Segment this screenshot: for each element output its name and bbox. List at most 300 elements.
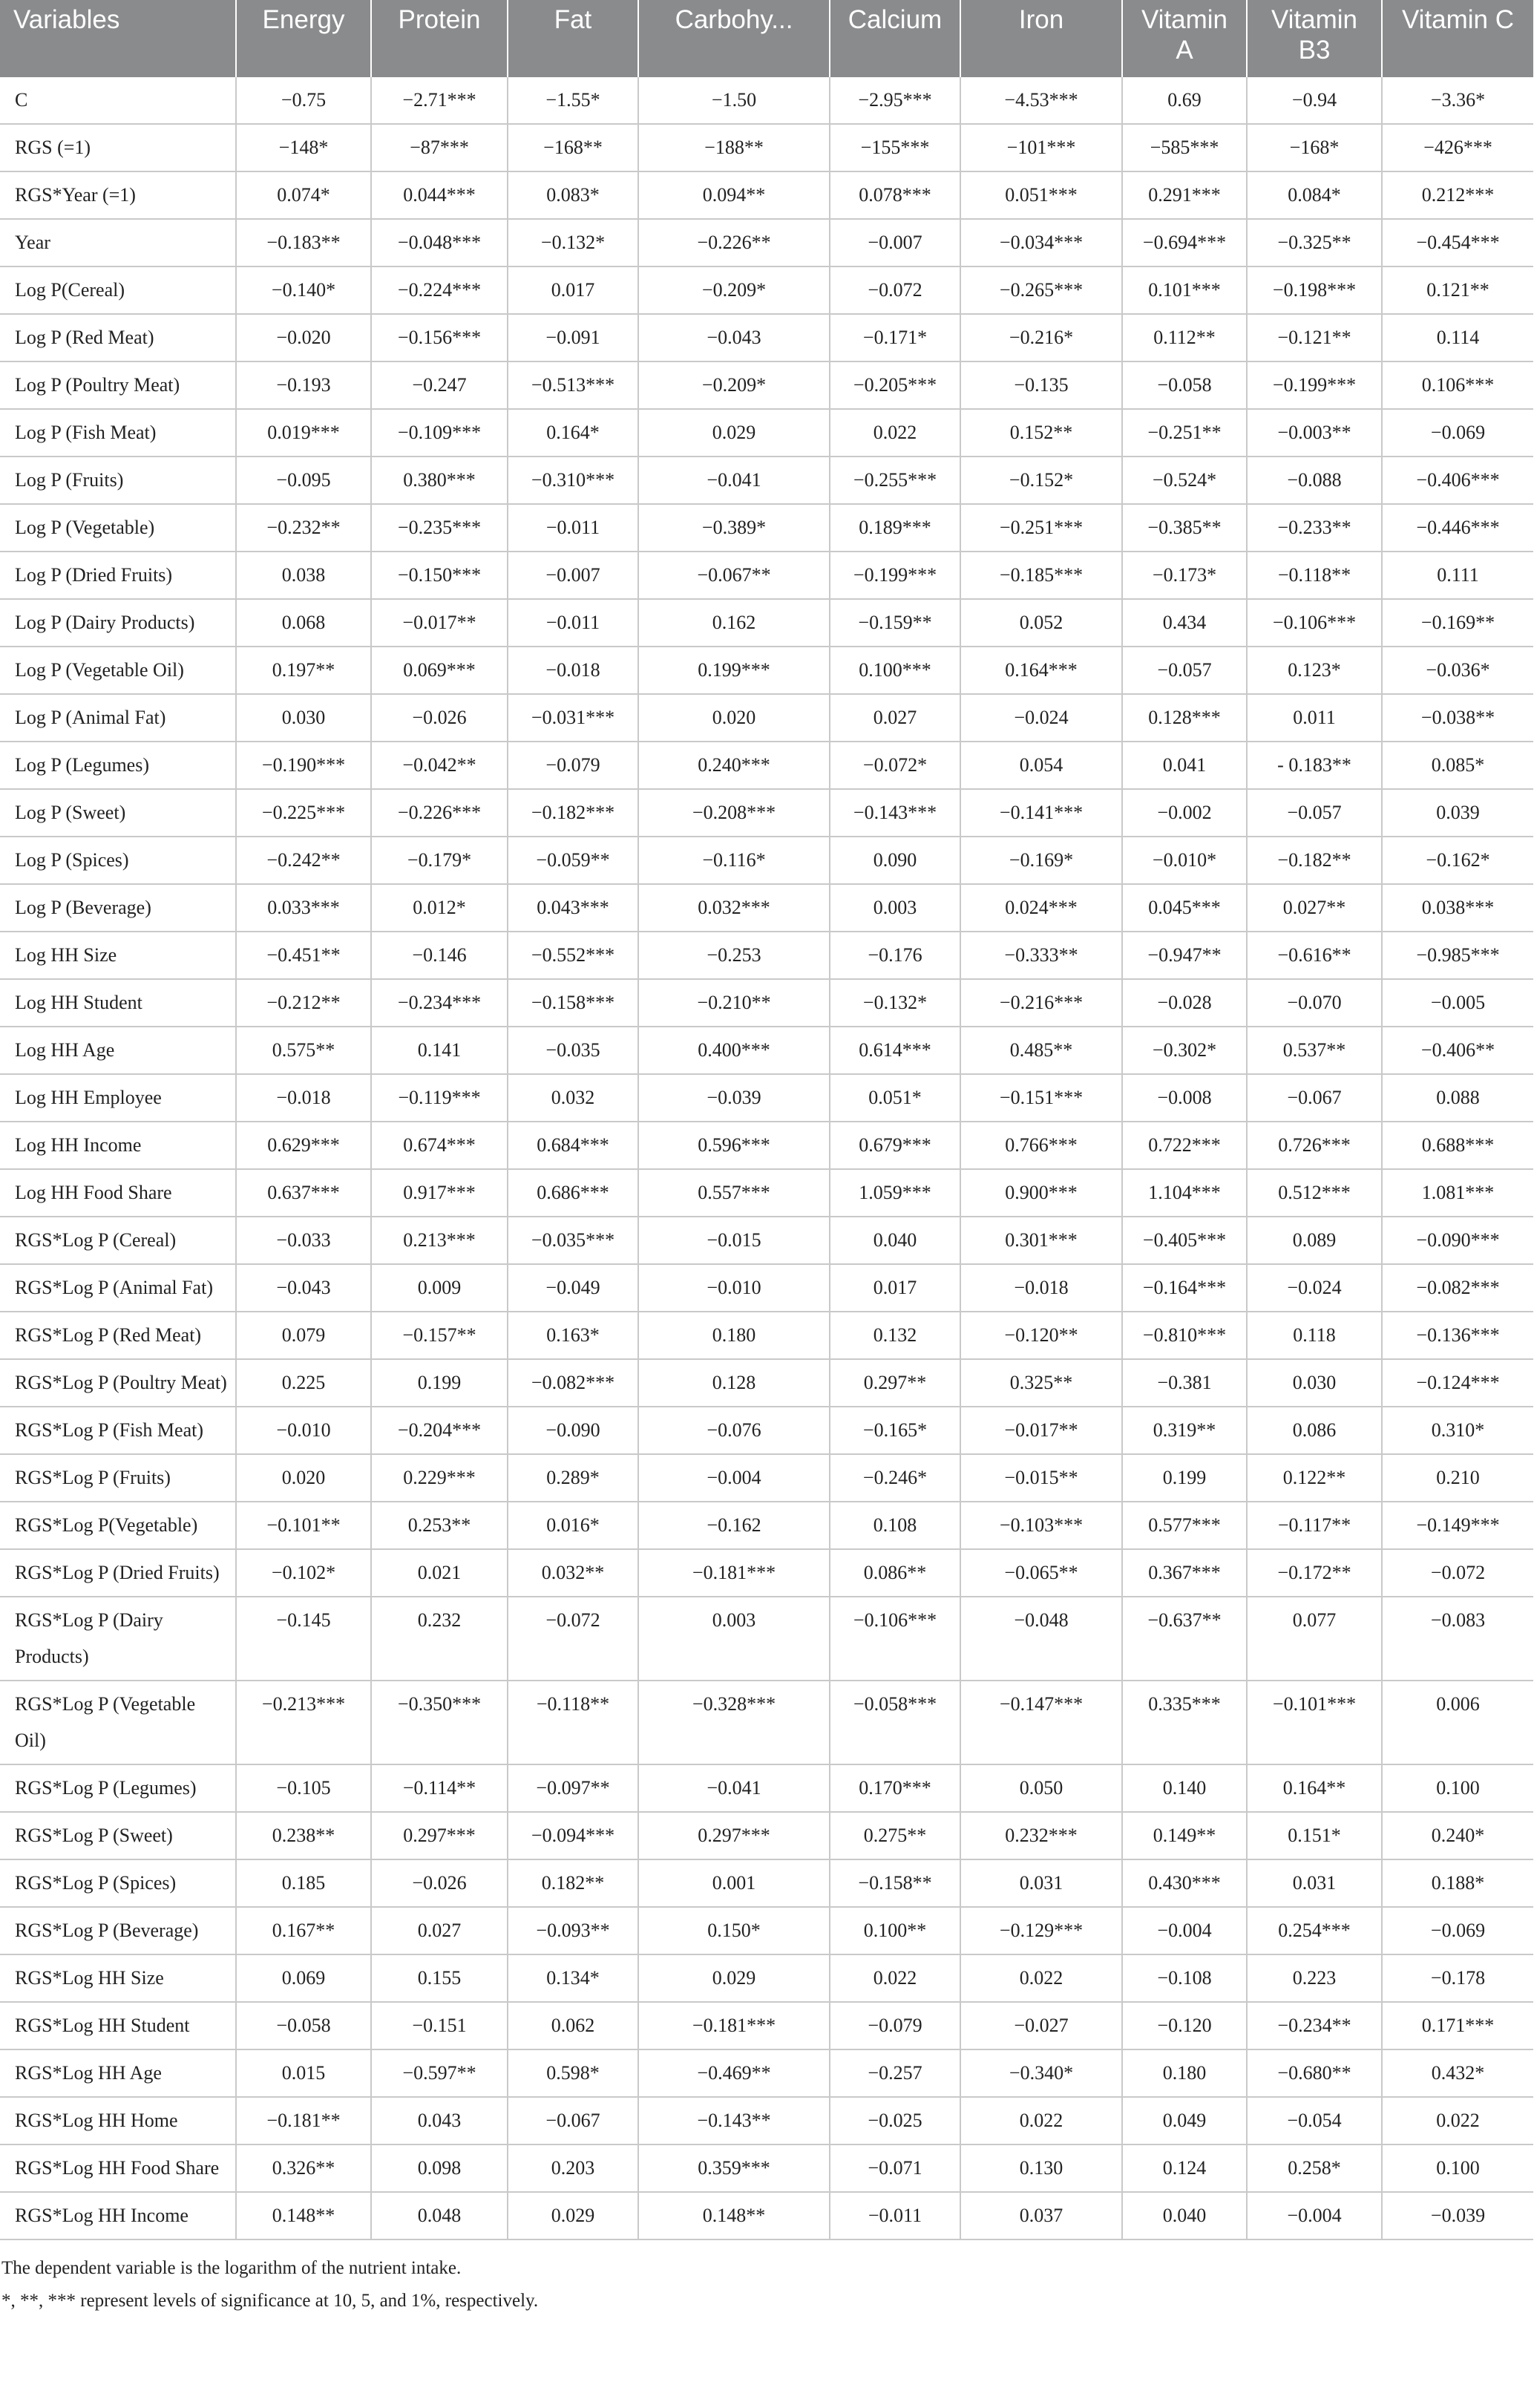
table-row xyxy=(0,504,1533,552)
coefficient-cell: −0.132* xyxy=(508,219,638,266)
coefficient-cell: −4.53*** xyxy=(960,77,1122,124)
coefficient-cell: 0.011 xyxy=(1247,694,1382,742)
coefficient-cell: −0.169** xyxy=(1382,599,1533,647)
coefficient-cell: −0.010 xyxy=(236,1407,371,1454)
coefficient-cell: −2.71*** xyxy=(371,77,508,124)
coefficient-cell: 0.124 xyxy=(1122,2144,1247,2192)
coefficient-cell: −0.210** xyxy=(638,979,830,1027)
coefficient-cell: 0.006 xyxy=(1382,1681,1533,1764)
table-row xyxy=(0,789,1533,837)
variable-name-cell: RGS*Log P (Beverage) xyxy=(0,1907,236,1954)
coefficient-cell: −0.008 xyxy=(1122,1074,1247,1122)
coefficient-cell: −0.072* xyxy=(830,742,960,789)
coefficient-cell: −0.169* xyxy=(960,837,1122,884)
coefficient-cell: 0.155 xyxy=(371,1954,508,2002)
table-row xyxy=(0,1217,1533,1264)
coefficient-cell: −0.181*** xyxy=(638,2002,830,2049)
table-notes xyxy=(0,2240,1534,2317)
coefficient-cell: −0.034*** xyxy=(960,219,1122,266)
coefficient-cell: 0.297*** xyxy=(371,1812,508,1859)
coefficient-cell: −168* xyxy=(1247,124,1382,171)
variable-name-cell: RGS*Log HH Size xyxy=(0,1954,236,2002)
coefficient-cell: −0.101** xyxy=(236,1502,371,1549)
coefficient-cell: −0.083 xyxy=(1382,1597,1533,1681)
coefficient-cell: 0.301*** xyxy=(960,1217,1122,1264)
coefficient-cell: 0.030 xyxy=(236,694,371,742)
coefficient-cell: 0.686*** xyxy=(508,1169,638,1217)
coefficient-cell: 0.400*** xyxy=(638,1027,830,1074)
coefficient-cell: 1.059*** xyxy=(830,1169,960,1217)
coefficient-cell: −0.340* xyxy=(960,2049,1122,2097)
coefficient-cell: 0.289* xyxy=(508,1454,638,1502)
coefficient-cell: 0.051*** xyxy=(960,171,1122,219)
coefficient-cell: 0.012* xyxy=(371,884,508,932)
coefficient-cell: −0.057 xyxy=(1122,647,1247,694)
coefficient-cell: −0.216*** xyxy=(960,979,1122,1027)
coefficient-cell: 0.141 xyxy=(371,1027,508,1074)
coefficient-cell: 0.027** xyxy=(1247,884,1382,932)
variable-name-cell: RGS*Year (=1) xyxy=(0,171,236,219)
coefficient-cell: 0.098 xyxy=(371,2144,508,2192)
coefficient-cell: 0.051* xyxy=(830,1074,960,1122)
coefficient-cell: - 0.183** xyxy=(1247,742,1382,789)
coefficient-cell: 0.359*** xyxy=(638,2144,830,2192)
coefficient-cell: −0.067 xyxy=(508,2097,638,2144)
coefficient-cell: −0.067 xyxy=(1247,1074,1382,1122)
table-row xyxy=(0,1859,1533,1907)
coefficient-cell: 0.031 xyxy=(1247,1859,1382,1907)
note-significance: *, **, *** represent levels of significance at 10, 5, and 1%, respectively. xyxy=(1,2291,539,2311)
table-row xyxy=(0,2097,1533,2144)
coefficient-cell: −0.446*** xyxy=(1382,504,1533,552)
coefficient-cell: 0.199*** xyxy=(638,647,830,694)
col-header-vitamin-b3: Vitamin B3 xyxy=(1247,0,1382,77)
coefficient-cell: −0.070 xyxy=(1247,979,1382,1027)
coefficient-cell: 0.432* xyxy=(1382,2049,1533,2097)
coefficient-cell: 0.232 xyxy=(371,1597,508,1681)
coefficient-cell: 0.485** xyxy=(960,1027,1122,1074)
coefficient-cell: 1.081*** xyxy=(1382,1169,1533,1217)
table-row xyxy=(0,694,1533,742)
coefficient-cell: −0.018 xyxy=(236,1074,371,1122)
coefficient-cell: 0.078*** xyxy=(830,171,960,219)
table-row xyxy=(0,1122,1533,1169)
coefficient-cell: −0.171* xyxy=(830,314,960,361)
coefficient-cell: −0.007 xyxy=(508,552,638,599)
coefficient-cell: −0.015 xyxy=(638,1217,830,1264)
table-row xyxy=(0,884,1533,932)
coefficient-cell: 0.134* xyxy=(508,1954,638,2002)
coefficient-cell: 0.326** xyxy=(236,2144,371,2192)
coefficient-cell: −0.176 xyxy=(830,932,960,979)
coefficient-cell: −0.076 xyxy=(638,1407,830,1454)
coefficient-cell: −0.116* xyxy=(638,837,830,884)
coefficient-cell: 0.148** xyxy=(638,2192,830,2239)
table-row xyxy=(0,1681,1533,1764)
table-row xyxy=(0,171,1533,219)
coefficient-cell: 0.031 xyxy=(960,1859,1122,1907)
coefficient-cell: −0.158*** xyxy=(508,979,638,1027)
coefficient-cell: −0.385** xyxy=(1122,504,1247,552)
coefficient-cell: 0.430*** xyxy=(1122,1859,1247,1907)
coefficient-cell: 0.062 xyxy=(508,2002,638,2049)
variable-name-cell: Log HH Food Share xyxy=(0,1169,236,1217)
coefficient-cell: 0.029 xyxy=(638,409,830,457)
coefficient-cell: 0.111 xyxy=(1382,552,1533,599)
coefficient-cell: −0.246* xyxy=(830,1454,960,1502)
coefficient-cell: −0.028 xyxy=(1122,979,1247,1027)
coefficient-cell: 0.029 xyxy=(508,2192,638,2239)
coefficient-cell: −0.039 xyxy=(638,1074,830,1122)
coefficient-cell: −0.265*** xyxy=(960,266,1122,314)
coefficient-cell: 0.199 xyxy=(371,1359,508,1407)
coefficient-cell: 0.684*** xyxy=(508,1122,638,1169)
variable-name-cell: Log HH Income xyxy=(0,1122,236,1169)
coefficient-cell: 0.022 xyxy=(830,409,960,457)
coefficient-cell: 0.015 xyxy=(236,2049,371,2097)
variable-name-cell: Year xyxy=(0,219,236,266)
coefficient-cell: 0.577*** xyxy=(1122,1502,1247,1549)
coefficient-cell: −0.151 xyxy=(371,2002,508,2049)
table-row xyxy=(0,219,1533,266)
coefficient-cell: −0.105 xyxy=(236,1764,371,1812)
coefficient-cell: 0.596*** xyxy=(638,1122,830,1169)
coefficient-cell: −0.179* xyxy=(371,837,508,884)
coefficient-cell: −0.119*** xyxy=(371,1074,508,1122)
coefficient-cell: −0.057 xyxy=(1247,789,1382,837)
coefficient-cell: −0.242** xyxy=(236,837,371,884)
coefficient-cell: 0.020 xyxy=(236,1454,371,1502)
variable-name-cell: Log P(Cereal) xyxy=(0,266,236,314)
coefficient-cell: −0.157** xyxy=(371,1312,508,1359)
coefficient-cell: 0.291*** xyxy=(1122,171,1247,219)
coefficient-cell: −0.031*** xyxy=(508,694,638,742)
coefficient-cell: 0.380*** xyxy=(371,457,508,504)
coefficient-cell: 0.037 xyxy=(960,2192,1122,2239)
table-body xyxy=(0,77,1533,2239)
coefficient-cell: −2.95*** xyxy=(830,77,960,124)
table-row xyxy=(0,1549,1533,1597)
coefficient-cell: −0.199*** xyxy=(1247,361,1382,409)
coefficient-cell: 0.040 xyxy=(1122,2192,1247,2239)
coefficient-cell: −0.524* xyxy=(1122,457,1247,504)
coefficient-cell: −0.135 xyxy=(960,361,1122,409)
coefficient-cell: 0.151* xyxy=(1247,1812,1382,1859)
coefficient-cell: −0.985*** xyxy=(1382,932,1533,979)
coefficient-cell: −0.082*** xyxy=(1382,1264,1533,1312)
coefficient-cell: 0.123* xyxy=(1247,647,1382,694)
table-row xyxy=(0,599,1533,647)
coefficient-cell: 0.041 xyxy=(1122,742,1247,789)
table-row xyxy=(0,361,1533,409)
coefficient-cell: 0.130 xyxy=(960,2144,1122,2192)
table-row xyxy=(0,837,1533,884)
coefficient-cell: 0.679*** xyxy=(830,1122,960,1169)
coefficient-cell: 0.188* xyxy=(1382,1859,1533,1907)
coefficient-cell: 0.027 xyxy=(371,1907,508,1954)
coefficient-cell: 0.100 xyxy=(1382,1764,1533,1812)
coefficient-cell: −0.067** xyxy=(638,552,830,599)
coefficient-cell: −0.102* xyxy=(236,1549,371,1597)
coefficient-cell: 0.297** xyxy=(830,1359,960,1407)
variable-name-cell: Log P (Sweet) xyxy=(0,789,236,837)
coefficient-cell: 0.069*** xyxy=(371,647,508,694)
coefficient-cell: 0.038 xyxy=(236,552,371,599)
coefficient-cell: −0.072 xyxy=(508,1597,638,1681)
coefficient-cell: −0.136*** xyxy=(1382,1312,1533,1359)
coefficient-cell: 0.223 xyxy=(1247,1954,1382,2002)
coefficient-cell: −0.145 xyxy=(236,1597,371,1681)
coefficient-cell: −0.011 xyxy=(830,2192,960,2239)
coefficient-cell: −0.405*** xyxy=(1122,1217,1247,1264)
table-row xyxy=(0,457,1533,504)
coefficient-cell: −0.039 xyxy=(1382,2192,1533,2239)
coefficient-cell: −0.198*** xyxy=(1247,266,1382,314)
coefficient-cell: 0.017 xyxy=(508,266,638,314)
coefficient-cell: −0.616** xyxy=(1247,932,1382,979)
coefficient-cell: 0.164** xyxy=(1247,1764,1382,1812)
variable-name-cell: RGS*Log P (Animal Fat) xyxy=(0,1264,236,1312)
coefficient-cell: −0.205*** xyxy=(830,361,960,409)
coefficient-cell: −0.199*** xyxy=(830,552,960,599)
coefficient-cell: −0.185*** xyxy=(960,552,1122,599)
coefficient-cell: 0.189*** xyxy=(830,504,960,552)
variable-name-cell: RGS*Log P (Spices) xyxy=(0,1859,236,1907)
coefficient-cell: −0.226*** xyxy=(371,789,508,837)
coefficient-cell: 0.128 xyxy=(638,1359,830,1407)
col-header-variables: Variables xyxy=(0,0,236,77)
variable-name-cell: Log P (Dried Fruits) xyxy=(0,552,236,599)
coefficient-cell: 0.039 xyxy=(1382,789,1533,837)
coefficient-cell: −0.178 xyxy=(1382,1954,1533,2002)
coefficient-cell: 0.038*** xyxy=(1382,884,1533,932)
coefficient-cell: 0.009 xyxy=(371,1264,508,1312)
coefficient-cell: −0.103*** xyxy=(960,1502,1122,1549)
coefficient-cell: 0.335*** xyxy=(1122,1681,1247,1764)
variable-name-cell: Log P (Legumes) xyxy=(0,742,236,789)
coefficient-cell: 0.148** xyxy=(236,2192,371,2239)
table-row xyxy=(0,1454,1533,1502)
coefficient-cell: −0.224*** xyxy=(371,266,508,314)
coefficient-cell: −0.350*** xyxy=(371,1681,508,1764)
variable-name-cell: RGS*Log HH Student xyxy=(0,2002,236,2049)
variable-name-cell: RGS*Log P (Vegetable Oil) xyxy=(0,1681,236,1764)
coefficient-cell: −0.204*** xyxy=(371,1407,508,1454)
coefficient-cell: 0.310* xyxy=(1382,1407,1533,1454)
coefficient-cell: −0.010 xyxy=(638,1264,830,1312)
table-row xyxy=(0,266,1533,314)
coefficient-cell: 0.232*** xyxy=(960,1812,1122,1859)
coefficient-cell: 0.079 xyxy=(236,1312,371,1359)
coefficient-cell: −0.120** xyxy=(960,1312,1122,1359)
coefficient-cell: 0.212*** xyxy=(1382,171,1533,219)
table-row xyxy=(0,2002,1533,2049)
coefficient-cell: 0.077 xyxy=(1247,1597,1382,1681)
coefficient-cell: 0.001 xyxy=(638,1859,830,1907)
coefficient-cell: −148* xyxy=(236,124,371,171)
coefficient-cell: −0.043 xyxy=(236,1264,371,1312)
coefficient-cell: 0.598* xyxy=(508,2049,638,2097)
variable-name-cell: Log P (Poultry Meat) xyxy=(0,361,236,409)
coefficient-cell: 0.090 xyxy=(830,837,960,884)
coefficient-cell: −0.026 xyxy=(371,694,508,742)
variable-name-cell: Log P (Vegetable) xyxy=(0,504,236,552)
coefficient-cell: −0.079 xyxy=(508,742,638,789)
coefficient-cell: −0.310*** xyxy=(508,457,638,504)
coefficient-cell: −0.181** xyxy=(236,2097,371,2144)
variable-name-cell: RGS*Log P (Fruits) xyxy=(0,1454,236,1502)
coefficient-cell: 0.084* xyxy=(1247,171,1382,219)
coefficient-cell: −0.082*** xyxy=(508,1359,638,1407)
coefficient-cell: 0.112** xyxy=(1122,314,1247,361)
coefficient-cell: −155*** xyxy=(830,124,960,171)
coefficient-cell: 0.100** xyxy=(830,1907,960,1954)
variable-name-cell: RGS (=1) xyxy=(0,124,236,171)
coefficient-cell: −0.159** xyxy=(830,599,960,647)
coefficient-cell: −0.381 xyxy=(1122,1359,1247,1407)
coefficient-cell: 0.054 xyxy=(960,742,1122,789)
coefficient-cell: −0.451** xyxy=(236,932,371,979)
coefficient-cell: −0.253 xyxy=(638,932,830,979)
header-row xyxy=(0,0,1533,77)
coefficient-cell: −0.147*** xyxy=(960,1681,1122,1764)
coefficient-cell: 0.213*** xyxy=(371,1217,508,1264)
coefficient-cell: 0.722*** xyxy=(1122,1122,1247,1169)
coefficient-cell: 0.917*** xyxy=(371,1169,508,1217)
coefficient-cell: 0.068 xyxy=(236,599,371,647)
coefficient-cell: −0.173* xyxy=(1122,552,1247,599)
coefficient-cell: 0.108 xyxy=(830,1502,960,1549)
variable-name-cell: RGS*Log P(Vegetable) xyxy=(0,1502,236,1549)
coefficient-cell: −0.152* xyxy=(960,457,1122,504)
table-header xyxy=(0,0,1533,77)
coefficient-cell: 0.020 xyxy=(638,694,830,742)
coefficient-cell: −0.106*** xyxy=(830,1597,960,1681)
coefficient-cell: 0.203 xyxy=(508,2144,638,2192)
coefficient-cell: −0.118** xyxy=(508,1681,638,1764)
coefficient-cell: −0.114** xyxy=(371,1764,508,1812)
coefficient-cell: 0.085* xyxy=(1382,742,1533,789)
col-header-fat: Fat xyxy=(508,0,638,77)
coefficient-cell: −0.156*** xyxy=(371,314,508,361)
coefficient-cell: 0.164* xyxy=(508,409,638,457)
coefficient-cell: 0.022 xyxy=(1382,2097,1533,2144)
coefficient-cell: −0.121** xyxy=(1247,314,1382,361)
coefficient-cell: −188** xyxy=(638,124,830,171)
coefficient-cell: −0.033 xyxy=(236,1217,371,1264)
coefficient-cell: 0.900*** xyxy=(960,1169,1122,1217)
variable-name-cell: Log HH Student xyxy=(0,979,236,1027)
coefficient-cell: −0.406** xyxy=(1382,1027,1533,1074)
coefficient-cell: 0.150* xyxy=(638,1907,830,1954)
coefficient-cell: −0.049 xyxy=(508,1264,638,1312)
coefficient-cell: 0.512*** xyxy=(1247,1169,1382,1217)
coefficient-cell: −0.183** xyxy=(236,219,371,266)
col-header-vitamin-a: Vitamin A xyxy=(1122,0,1247,77)
table-row xyxy=(0,2049,1533,2097)
coefficient-cell: −0.190*** xyxy=(236,742,371,789)
coefficient-cell: 0.199 xyxy=(1122,1454,1247,1502)
coefficient-cell: −0.015** xyxy=(960,1454,1122,1502)
coefficient-cell: −0.025 xyxy=(830,2097,960,2144)
coefficient-cell: 0.140 xyxy=(1122,1764,1247,1812)
variable-name-cell: C xyxy=(0,77,236,124)
coefficient-cell: −0.233** xyxy=(1247,504,1382,552)
coefficient-cell: −0.017** xyxy=(960,1407,1122,1454)
coefficient-cell: −0.048*** xyxy=(371,219,508,266)
table-row xyxy=(0,1812,1533,1859)
coefficient-cell: −0.158** xyxy=(830,1859,960,1907)
coefficient-cell: 0.049 xyxy=(1122,2097,1247,2144)
coefficient-cell: −0.004 xyxy=(1247,2192,1382,2239)
coefficient-cell: 0.258* xyxy=(1247,2144,1382,2192)
coefficient-cell: 0.043 xyxy=(371,2097,508,2144)
variable-name-cell: RGS*Log P (Cereal) xyxy=(0,1217,236,1264)
coefficient-cell: −0.010* xyxy=(1122,837,1247,884)
coefficient-cell: 0.074* xyxy=(236,171,371,219)
table-row xyxy=(0,1264,1533,1312)
coefficient-cell: −0.216* xyxy=(960,314,1122,361)
coefficient-cell: −0.247 xyxy=(371,361,508,409)
coefficient-cell: −0.255*** xyxy=(830,457,960,504)
coefficient-cell: −0.235*** xyxy=(371,504,508,552)
coefficient-cell: −0.212** xyxy=(236,979,371,1027)
coefficient-cell: −0.091 xyxy=(508,314,638,361)
coefficient-cell: −0.150*** xyxy=(371,552,508,599)
coefficient-cell: −0.251** xyxy=(1122,409,1247,457)
coefficient-cell: −0.058 xyxy=(236,2002,371,2049)
coefficient-cell: −0.059** xyxy=(508,837,638,884)
coefficient-cell: 0.106*** xyxy=(1382,361,1533,409)
variable-name-cell: Log P (Red Meat) xyxy=(0,314,236,361)
table-row xyxy=(0,1027,1533,1074)
coefficient-cell: −0.209* xyxy=(638,361,830,409)
coefficient-cell: −0.225*** xyxy=(236,789,371,837)
coefficient-cell: −0.118** xyxy=(1247,552,1382,599)
coefficient-cell: −0.129*** xyxy=(960,1907,1122,1954)
coefficient-cell: −0.090*** xyxy=(1382,1217,1533,1264)
coefficient-cell: 0.210 xyxy=(1382,1454,1533,1502)
coefficient-cell: 0.024*** xyxy=(960,884,1122,932)
coefficient-cell: 0.086 xyxy=(1247,1407,1382,1454)
table-row xyxy=(0,1502,1533,1549)
coefficient-cell: 0.003 xyxy=(830,884,960,932)
coefficient-cell: −0.140* xyxy=(236,266,371,314)
table-row xyxy=(0,2144,1533,2192)
coefficient-cell: −0.143*** xyxy=(830,789,960,837)
coefficient-cell: −0.003** xyxy=(1247,409,1382,457)
coefficient-cell: 0.170*** xyxy=(830,1764,960,1812)
coefficient-cell: 0.033*** xyxy=(236,884,371,932)
coefficient-cell: −0.234** xyxy=(1247,2002,1382,2049)
coefficient-cell: −0.071 xyxy=(830,2144,960,2192)
variable-name-cell: Log P (Fruits) xyxy=(0,457,236,504)
coefficient-cell: −1.55* xyxy=(508,77,638,124)
coefficient-cell: −0.146 xyxy=(371,932,508,979)
coefficient-cell: 0.048 xyxy=(371,2192,508,2239)
coefficient-cell: 0.019*** xyxy=(236,409,371,457)
coefficient-cell: 0.254*** xyxy=(1247,1907,1382,1954)
coefficient-cell: −0.093** xyxy=(508,1907,638,1954)
coefficient-cell: −0.106*** xyxy=(1247,599,1382,647)
col-header-energy: Energy xyxy=(236,0,371,77)
coefficient-cell: −0.036* xyxy=(1382,647,1533,694)
table-row xyxy=(0,1954,1533,2002)
coefficient-cell: 0.128*** xyxy=(1122,694,1247,742)
coefficient-cell: −0.069 xyxy=(1382,1907,1533,1954)
coefficient-cell: −0.011 xyxy=(508,504,638,552)
table-row xyxy=(0,314,1533,361)
